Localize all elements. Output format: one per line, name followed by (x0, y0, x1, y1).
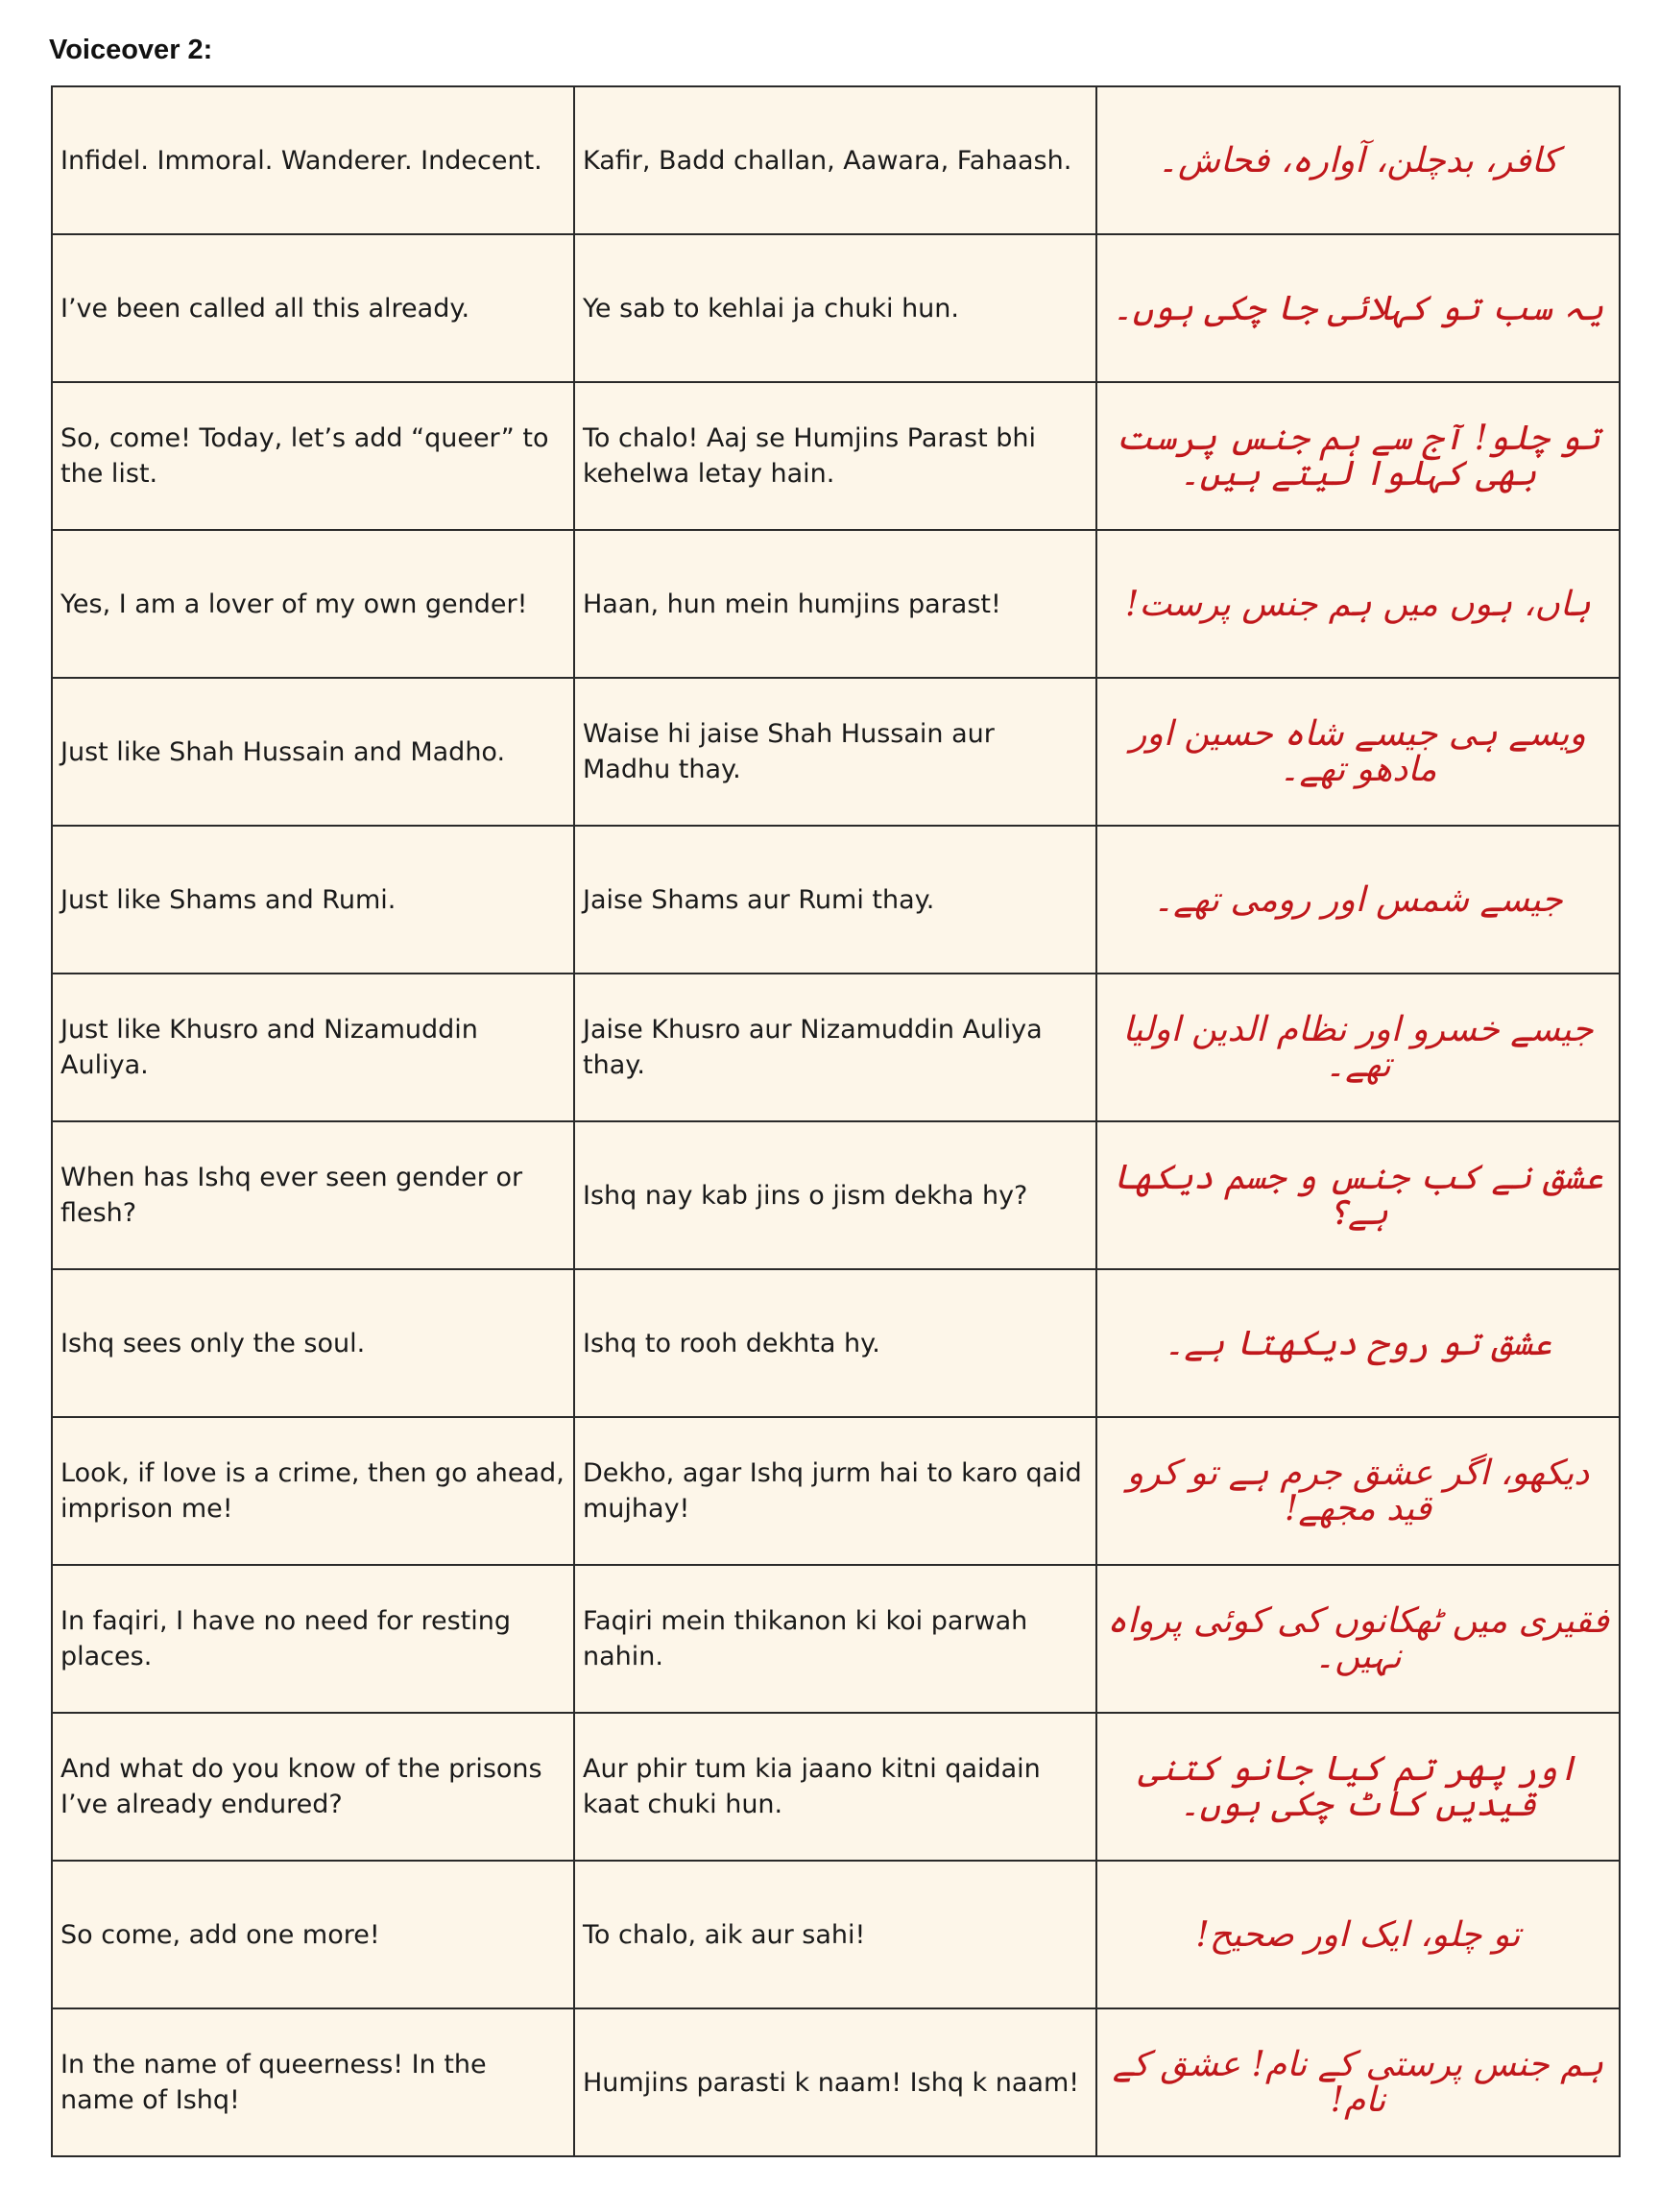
roman-urdu-cell: To chalo! Aaj se Humjins Parast bhi kehelwa letay hain. (574, 382, 1096, 530)
roman-urdu-cell: Jaise Khusro aur Nizamuddin Auliya thay. (574, 974, 1096, 1121)
roman-urdu-cell: Jaise Shams aur Rumi thay. (574, 826, 1096, 974)
table-row (52, 826, 1620, 974)
table-row (52, 2008, 1620, 2156)
urdu-cell: تو چلو، ایک اور صحیح! (1096, 1861, 1620, 2008)
roman-urdu-cell: Faqiri mein thikanon ki koi parwah nahin. (574, 1565, 1096, 1713)
english-cell: And what do you know of the prisons I’ve already endured? (52, 1713, 574, 1861)
table-row (52, 1861, 1620, 2008)
english-cell: Just like Shah Hussain and Madho. (52, 678, 574, 826)
english-cell: In the name of queerness! In the name of Ishq! (52, 2008, 574, 2156)
table-row (52, 1565, 1620, 1713)
table-row (52, 234, 1620, 382)
roman-urdu-cell: Ishq to rooh dekhta hy. (574, 1269, 1096, 1417)
urdu-cell: ویسے ہی جیسے شاہ حسین اور مادھو تھے۔ (1096, 678, 1620, 826)
urdu-cell: جیسے خسرو اور نظام الدین اولیا تھے۔ (1096, 974, 1620, 1121)
english-cell: When has Ishq ever seen gender or flesh? (52, 1121, 574, 1269)
english-cell: Just like Khusro and Nizamuddin Auliya. (52, 974, 574, 1121)
table-row (52, 1713, 1620, 1861)
roman-urdu-cell: Haan, hun mein humjins parast! (574, 530, 1096, 678)
table-row (52, 1269, 1620, 1417)
table-row (52, 974, 1620, 1121)
urdu-cell: عشق تو روح دیکھتا ہے۔ (1096, 1269, 1620, 1417)
roman-urdu-cell: Aur phir tum kia jaano kitni qaidain kaat chuki hun. (574, 1713, 1096, 1861)
urdu-cell: ہاں، ہوں میں ہم جنس پرست! (1096, 530, 1620, 678)
english-cell: Infidel. Immoral. Wanderer. Indecent. (52, 86, 574, 234)
roman-urdu-cell: Dekho, agar Ishq jurm hai to karo qaid mujhay! (574, 1417, 1096, 1565)
roman-urdu-cell: To chalo, aik aur sahi! (574, 1861, 1096, 2008)
urdu-cell: ہم جنس پرستی کے نام! عشق کے نام! (1096, 2008, 1620, 2156)
english-cell: So, come! Today, let’s add “queer” to the list. (52, 382, 574, 530)
voiceover-table (51, 85, 1621, 2157)
urdu-cell: دیکھو، اگر عشق جرم ہے تو کرو قید مجھے! (1096, 1417, 1620, 1565)
english-cell: I’ve been called all this already. (52, 234, 574, 382)
english-cell: Look, if love is a crime, then go ahead, imprison me! (52, 1417, 574, 1565)
table-row (52, 530, 1620, 678)
english-cell: Just like Shams and Rumi. (52, 826, 574, 974)
table-row (52, 678, 1620, 826)
roman-urdu-cell: Kafir, Badd challan, Aawara, Fahaash. (574, 86, 1096, 234)
roman-urdu-cell: Waise hi jaise Shah Hussain aur Madhu thay. (574, 678, 1096, 826)
document-heading: Voiceover 2: (49, 35, 213, 65)
roman-urdu-cell: Humjins parasti k naam! Ishq k naam! (574, 2008, 1096, 2156)
urdu-cell: فقیری میں ٹھکانوں کی کوئی پرواہ نہیں۔ (1096, 1565, 1620, 1713)
english-cell: So come, add one more! (52, 1861, 574, 2008)
urdu-cell: جیسے شمس اور رومی تھے۔ (1096, 826, 1620, 974)
roman-urdu-cell: Ye sab to kehlai ja chuki hun. (574, 234, 1096, 382)
table-row (52, 1417, 1620, 1565)
table-row (52, 1121, 1620, 1269)
table-row (52, 382, 1620, 530)
urdu-cell: تو چلو! آج سے ہم جنس پرست بھی کہلوا لیتے ہیں۔ (1096, 382, 1620, 530)
urdu-cell: عشق نے کب جنس و جسم دیکھا ہے؟ (1096, 1121, 1620, 1269)
urdu-cell: یہ سب تو کہلائی جا چکی ہوں۔ (1096, 234, 1620, 382)
urdu-cell: کافر، بدچلن، آوارہ، فحاش۔ (1096, 86, 1620, 234)
roman-urdu-cell: Ishq nay kab jins o jism dekha hy? (574, 1121, 1096, 1269)
english-cell: Ishq sees only the soul. (52, 1269, 574, 1417)
table-row (52, 86, 1620, 234)
english-cell: In faqiri, I have no need for resting places. (52, 1565, 574, 1713)
english-cell: Yes, I am a lover of my own gender! (52, 530, 574, 678)
urdu-cell: اور پھر تم کیا جانو کتنی قیدیں کاٹ چکی ہوں۔ (1096, 1713, 1620, 1861)
